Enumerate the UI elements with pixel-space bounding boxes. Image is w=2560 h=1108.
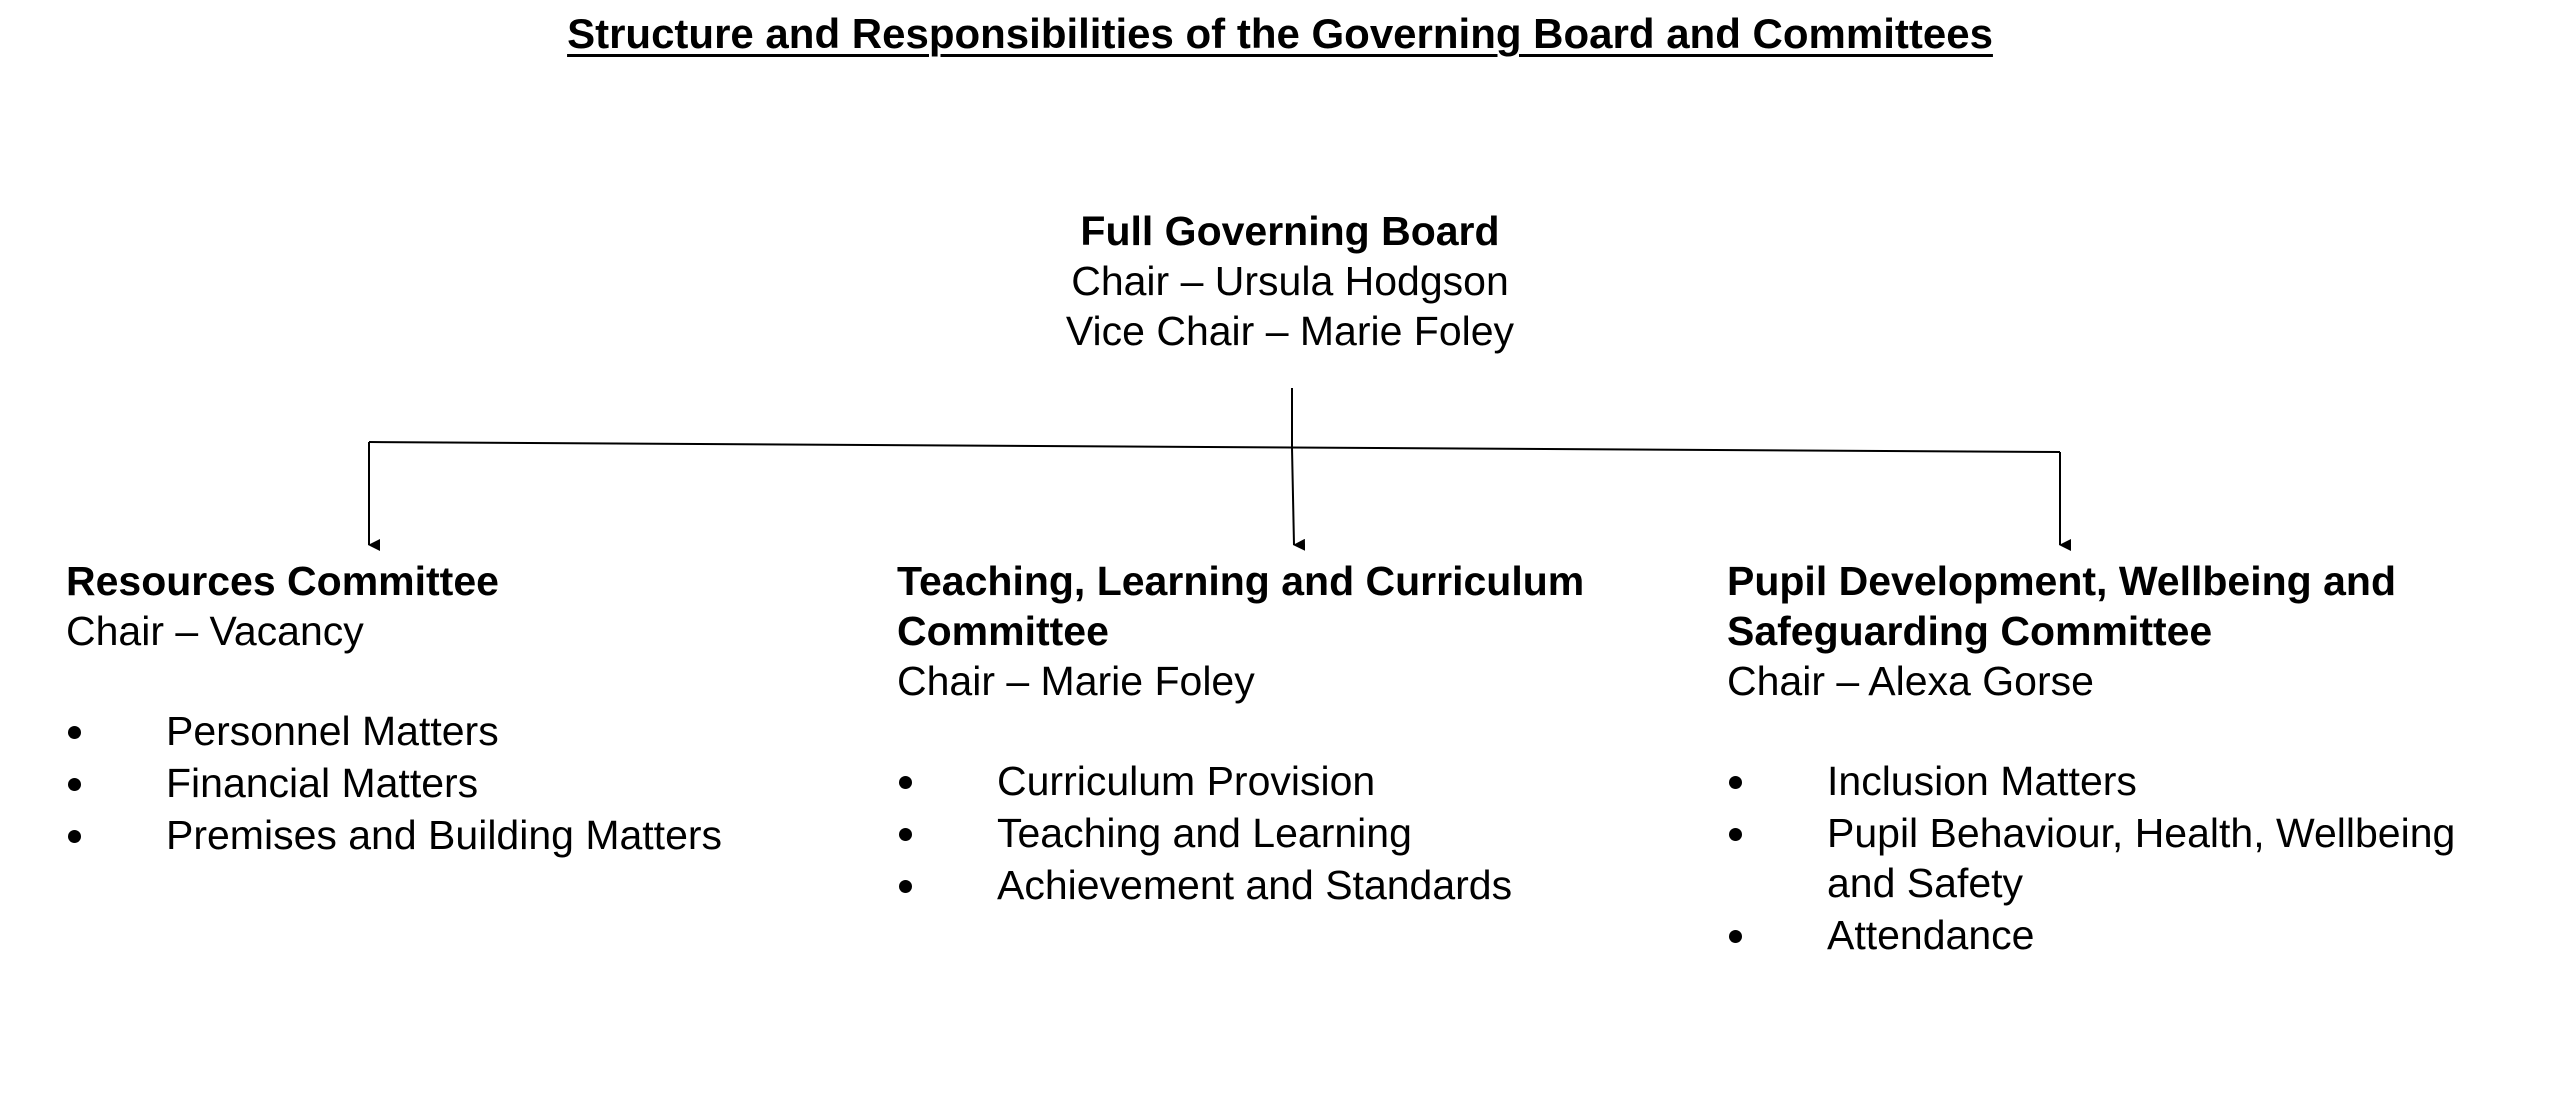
responsibility-list <box>1727 756 2527 960</box>
list-item: Achievement and Standards <box>897 860 1697 910</box>
board-chair: Chair – Ursula Hodgson <box>1071 258 1509 304</box>
list-item: Premises and Building Matters <box>66 810 866 860</box>
resources-committee-node <box>66 556 866 862</box>
list-item: Teaching and Learning <box>897 808 1697 858</box>
bullet-icon <box>899 776 912 789</box>
connector-horizontal <box>369 442 2060 452</box>
bullet-icon <box>899 828 912 841</box>
bullet-icon <box>68 830 81 843</box>
bullet-icon <box>1729 776 1742 789</box>
bullet-icon <box>68 778 81 791</box>
committee-chair: Chair – Vacancy <box>66 608 364 654</box>
list-item: Inclusion Matters <box>1727 756 2527 806</box>
bullet-icon <box>68 726 81 739</box>
list-item: Personnel Matters <box>66 706 866 756</box>
responsibility-list <box>897 756 1697 910</box>
bullet-icon <box>899 880 912 893</box>
list-item: Curriculum Provision <box>897 756 1697 806</box>
bullet-icon <box>1729 828 1742 841</box>
list-item: Attendance <box>1727 910 2527 960</box>
list-item: Financial Matters <box>66 758 866 808</box>
board-vice-chair: Vice Chair – Marie Foley <box>1065 308 1515 354</box>
committee-chair: Chair – Marie Foley <box>897 658 1255 704</box>
committee-name: Resources Committee <box>66 558 499 604</box>
committee-name: Pupil Development, Wellbeing and Safeguarding Committee <box>1727 558 2396 654</box>
board-name: Full Governing Board <box>1080 208 1500 254</box>
teaching-learning-curriculum-committee-node <box>897 556 1697 912</box>
committee-chair: Chair – Alexa Gorse <box>1727 658 2094 704</box>
full-governing-board-node <box>980 206 1600 356</box>
responsibility-list <box>66 706 866 860</box>
committee-name: Teaching, Learning and Curriculum Committee <box>897 558 1585 654</box>
pupil-development-wellbeing-safeguarding-committee-node <box>1727 556 2527 962</box>
bullet-icon <box>1729 930 1742 943</box>
page-title: Structure and Responsibilities of the Governing Board and Committees <box>567 10 1993 57</box>
list-item: Pupil Behaviour, Health, Wellbeing and Safety <box>1727 808 2527 908</box>
arrow-to-teaching-committee <box>1292 448 1294 545</box>
